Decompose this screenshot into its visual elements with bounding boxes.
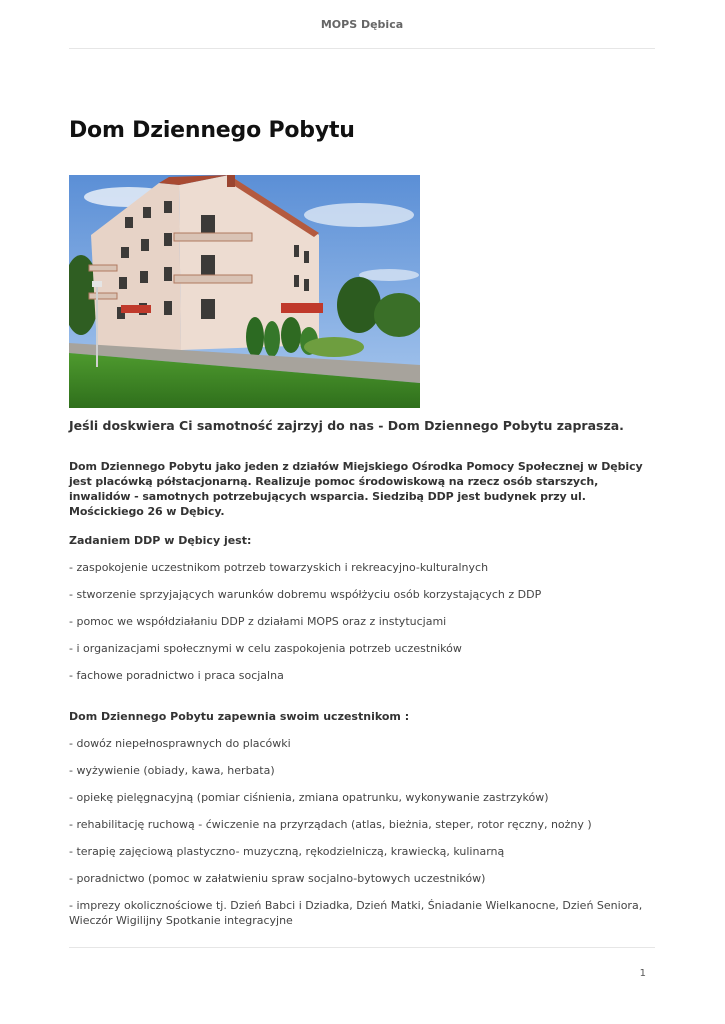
footer-divider <box>69 947 655 948</box>
list-item: - dowóz niepełnosprawnych do placówki <box>69 737 291 750</box>
building-photo <box>69 175 420 408</box>
tasks-heading: Zadaniem DDP w Dębicy jest: <box>69 534 252 547</box>
list-item: - i organizacjami społecznymi w celu zaspokojenia potrzeb uczestników <box>69 642 462 655</box>
page-number: 1 <box>639 968 646 979</box>
list-item: - imprezy okolicznościowe tj. Dzień Babci i Dziadka, Dzień Matki, Śniadanie Wielkanocne, Dzień Seniora, Wieczór Wigilijny Spotkanie integracyjne <box>69 899 643 927</box>
intro-paragraph: Dom Dziennego Pobytu jako jeden z działów Miejskiego Ośrodka Pomocy Społecznej w Dębicy jest placówką półstacjonarną. Realizuje pomoc środowiskową na rzecz osób starszych, inwalidów - samotnych potrzebujących wsparcia. Siedzibą DDP jest budynek przy ul. Mościckiego 26 w Dębicy. <box>69 460 643 518</box>
article-body <box>69 459 659 928</box>
list-item: - fachowe poradnictwo i praca socjalna <box>69 669 284 682</box>
list-item: - pomoc we współdziałaniu DDP z działami MOPS oraz z instytucjami <box>69 615 447 628</box>
list-item: - terapię zajęciową plastyczno- muzyczną, rękodzielniczą, krawiecką, kulinarną <box>69 845 505 858</box>
list-item: - poradnictwo (pomoc w załatwieniu spraw socjalno-bytowych uczestników) <box>69 872 486 885</box>
page-title: Dom Dziennego Pobytu <box>69 118 355 143</box>
list-item: - stworzenie sprzyjających warunków dobremu współżyciu osób korzystających z DDP <box>69 588 542 601</box>
list-item: - rehabilitację ruchową - ćwiczenie na przyrządach (atlas, bieżnia, steper, rotor ręczny, nożny ) <box>69 818 592 831</box>
list-item: - opiekę pielęgnacyjną (pomiar ciśnienia, zmiana opatrunku, wykonywanie zastrzyków) <box>69 791 549 804</box>
list-item: - wyżywienie (obiady, kawa, herbata) <box>69 764 275 777</box>
site-header <box>69 0 655 49</box>
services-heading: Dom Dziennego Pobytu zapewnia swoim uczestnikom : <box>69 710 410 723</box>
article-lead: Jeśli doskwiera Ci samotność zajrzyj do nas - Dom Dziennego Pobytu zaprasza. <box>69 418 624 433</box>
site-name: MOPS Dębica <box>320 18 404 31</box>
list-item: - zaspokojenie uczestnikom potrzeb towarzyskich i rekreacyjno-kulturalnych <box>69 561 489 574</box>
